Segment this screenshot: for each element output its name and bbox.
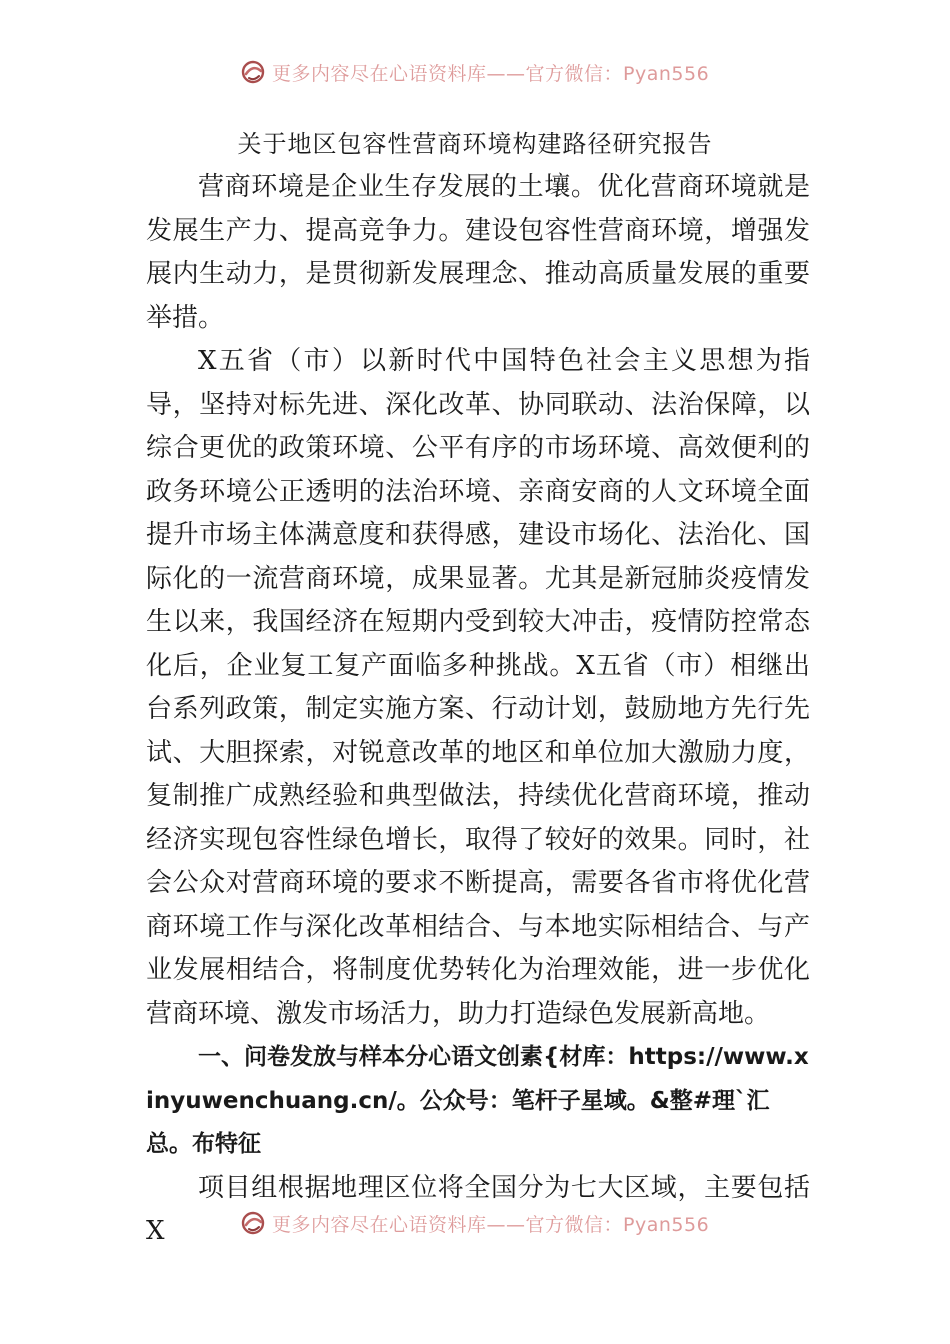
section-heading: 一、问卷发放与样本分心语文创素{材库：https://www.xinyuwenchuang.cn/。公众号：笔杆子星域。&整#理`汇总。布特征: [146, 1044, 809, 1157]
body-paragraph: 项目组根据地理区位将全国分为七大区域，主要包括X: [146, 1172, 810, 1246]
document-title: 关于地区包容性营商环境构建路径研究报告: [237, 130, 713, 158]
watermark-banner-bottom: [240, 1206, 720, 1240]
circular-brand-logo-icon: [240, 1210, 266, 1236]
watermark-banner-top: [240, 55, 720, 89]
document-body: [146, 166, 810, 1254]
body-paragraph: 营商环境是企业生存发展的土壤。优化营商环境就是发展生产力、提高竞争力。建设包容性营商环境，增强发展内生动力，是贯彻新发展理念、推动高质量发展的重要举措。: [146, 172, 810, 333]
watermark-text-top: 更多内容尽在心语资料库——官方微信：Pyan556: [272, 62, 710, 85]
body-paragraph: X五省（市）以新时代中国特色社会主义思想为指导，坚持对标先进、深化改革、协同联动、法治保障，以综合更优的政策环境、公平有序的市场环境、高效便利的政务环境公正透明的法治环境、亲商安商的人文环境全面提升市场主体满意度和获得感，建设市场化、法治化、国际化的一流营商环境，成果显著。尤其是新冠肺炎疫情发生以来，我国经济在短期内受到较大冲击，疫情防控常态化后，企业复工复产面临多种挑战。X五省（市）相继出台系列政策，制定实施方案、行动计划，鼓励地方先行先试、大胆探索，对锐意改革的地区和单位加大激励力度，复制推广成熟经验和典型做法，持续优化营商环境，推动经济实现包容性绿色增长，取得了较好的效果。同时，社会公众对营商环境的要求不断提高，需要各省市将优化营商环境工作与深化改革相结合、与本地实际相结合、与产业发展相结合，将制度优势转化为治理效能，进一步优化营商环境、激发市场活力，助力打造绿色发展新高地。: [146, 346, 810, 1029]
circular-brand-logo-icon: [240, 59, 266, 85]
watermark-text-bottom: 更多内容尽在心语资料库——官方微信：Pyan556: [272, 1213, 710, 1236]
